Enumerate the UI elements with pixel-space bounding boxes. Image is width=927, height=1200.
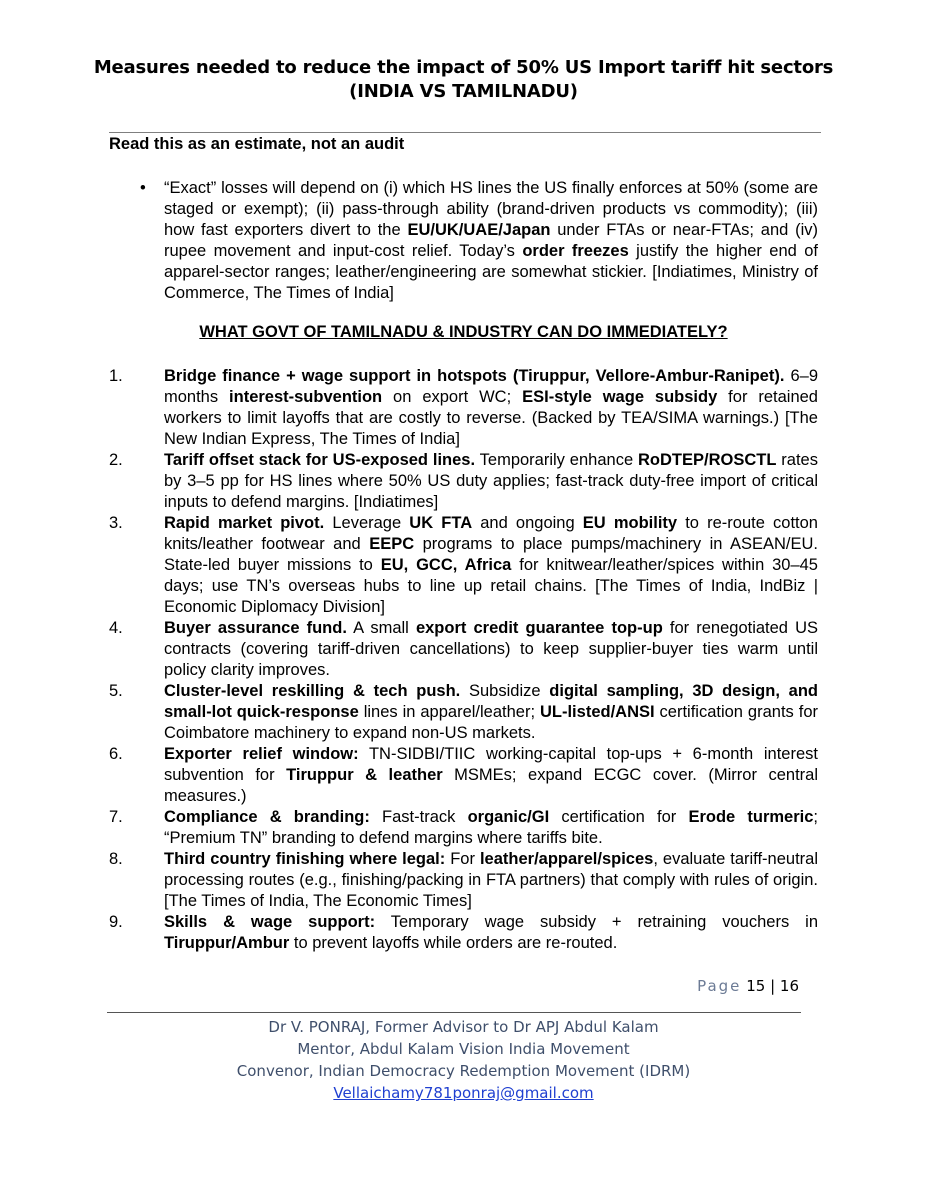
text-run: justify the higher end of apparel-sector ranges; leather/engineering are somewhat stickier. [Indiatimes, Ministry of Commerce, The Times of India] [164,242,818,302]
text-run: Subsidize [460,682,550,700]
footer [0,1016,927,1104]
bold-text: ESI-style wage subsidy [522,388,718,406]
bold-text: EU/UK/UAE/Japan [407,221,551,239]
list-item-text [164,807,818,849]
bold-text: Buyer assurance fund. [164,619,347,637]
page-separator: | [770,977,776,995]
estimate-heading: Read this as an estimate, not an audit [109,135,405,153]
bold-text: Third country finishing where legal: [164,850,446,868]
bold-text: organic/GI [467,808,550,826]
footer-line-2: Mentor, Abdul Kalam Vision India Movement [297,1040,630,1058]
list-item-number: 4. [109,619,123,637]
footer-email-link[interactable]: Vellaichamy781ponraj@gmail.com [333,1084,594,1102]
text-run: and ongoing [472,514,583,532]
actions-heading: WHAT GOVT OF TAMILNADU & INDUSTRY CAN DO IMMEDIATELY? [199,323,728,341]
text-run: to re-route cotton knits/leather footwear and [164,514,818,553]
list-item-number: 8. [109,850,123,868]
footer-line-3: Convenor, Indian Democracy Redemption Movement (IDRM) [236,1062,691,1080]
list-item [109,744,821,807]
text-run: for retained workers to limit layoffs that are costly to reverse. (Backed by TEA/SIMA warnings.) [The New Indian Express, The Times of India] [164,388,818,448]
list-item-number: 2. [109,451,123,469]
bold-text: Tariff offset stack for US-exposed lines. [164,451,476,469]
page-title [0,56,927,104]
list-item [109,912,821,954]
text-run: on export WC; [382,388,523,406]
bold-text: Rapid market pivot. [164,514,325,532]
text-run: TN-SIDBI/TIIC working-capital top-ups + 6-month interest subvention for [164,745,818,784]
footer-divider [107,1012,801,1013]
bold-text: Tiruppur & leather [286,766,443,784]
list-item-text [164,849,818,912]
bold-text: Cluster-level reskilling & tech push. [164,682,461,700]
text-run: “Exact” losses will depend on (i) which HS lines the US finally enforces at 50% (some are staged or exempt); (ii) pass-through ability (brand-driven products vs commodity); (iii) how fast exporters divert to the [164,179,818,239]
bold-text: Exporter relief window: [164,745,359,763]
text-run: programs to place pumps/machinery in ASEAN/EU. State-led buyer missions to [164,535,818,574]
text-run: for renegotiated US contracts (covering tariff-driven cancellations) to keep supplier-buyer ties warm until policy clarity improves. [164,619,819,679]
text-run: 6–9 months [164,367,818,406]
list-item [109,618,821,681]
bullet-icon: • [140,179,146,197]
bold-text: Compliance & branding: [164,808,370,826]
footer-line-1: Dr V. PONRAJ, Former Advisor to Dr APJ Abdul Kalam [268,1018,659,1036]
bold-text: EU, GCC, Africa [380,556,512,574]
bold-text: EU mobility [582,514,678,532]
list-item-text [164,912,818,954]
bold-text: UL-listed/ANSI [539,703,655,721]
text-run: Temporary wage subsidy + retraining vouchers in [375,913,818,931]
text-run: certification for [549,808,689,826]
text-run: , evaluate tariff-neutral processing routes (e.g., finishing/packing in FTA partners) that comply with rules of origin. [The Times of India, The Economic Times] [164,850,818,910]
list-item-text [164,450,818,513]
text-run: rates by 3–5 pp for HS lines where 50% US duty applies; fast-track duty-free import of critical inputs to defend margins. [Indiatimes] [164,451,818,511]
text-run: Fast-track [369,808,468,826]
bold-text: RoDTEP/ROSCTL [638,451,777,469]
bold-text: export credit guarantee top-up [415,619,663,637]
list-item-text [164,744,818,807]
bold-text: UK FTA [409,514,473,532]
text-run: certification grants for Coimbatore machinery to expand non-US markets. [164,703,818,742]
bold-text: Bridge finance + wage support in hotspots (Tiruppur, Vellore-Ambur-Ranipet). [164,367,785,385]
text-run: Leverage [324,514,410,532]
title-line-1: Measures needed to reduce the impact of 50% US Import tariff hit sectors [93,57,834,78]
action-list [109,366,821,954]
list-item [109,450,821,513]
bold-text: digital sampling, 3D design, and small-lot quick-response [164,682,818,721]
header-divider [109,132,821,133]
estimate-paragraph [164,178,818,304]
page-number [697,977,799,995]
list-item [109,681,821,744]
page-word: Page [697,977,742,995]
list-item-text [164,681,818,744]
text-run: For [445,850,480,868]
list-item-number: 7. [109,808,123,826]
list-item [109,513,821,618]
text-run: A small [346,619,416,637]
list-item-number: 3. [109,514,123,532]
bold-text: leather/apparel/spices [479,850,654,868]
text-run: for knitwear/leather/spices within 30–45 days; use TN’s overseas hubs to line up retail chains. [The Times of India, IndBiz | Economic Diplomacy Division] [164,556,818,616]
list-item-text [164,513,818,618]
text-run: Temporarily enhance [475,451,638,469]
text-run: under FTAs or near-FTAs; and (iv) rupee movement and input-cost relief. Today’s [164,221,818,260]
list-item [109,807,821,849]
text-run: lines in apparel/leather; [358,703,540,721]
page-current: 15 [746,977,766,995]
list-item-number: 6. [109,745,123,763]
bold-text: Tiruppur/Ambur [164,934,290,952]
list-item-number: 9. [109,913,123,931]
list-item [109,366,821,450]
page-total: 16 [779,977,799,995]
bold-text: interest-subvention [229,388,383,406]
text-run: ; “Premium TN” branding to defend margins where tariffs bite. [164,808,818,847]
text-run: to prevent layoffs while orders are re-routed. [289,934,618,952]
list-item-text [164,366,818,450]
bold-text: EEPC [369,535,415,553]
bold-text: Skills & wage support: [164,913,376,931]
title-line-2: (INDIA VS TAMILNADU) [349,81,578,102]
bold-text: Erode turmeric [688,808,814,826]
text-run: MSMEs; expand ECGC cover. (Mirror central measures.) [164,766,818,805]
list-item-number: 1. [109,367,123,385]
list-item [109,849,821,912]
list-item-text [164,618,818,681]
list-item-number: 5. [109,682,123,700]
bold-text: order freezes [522,242,629,260]
